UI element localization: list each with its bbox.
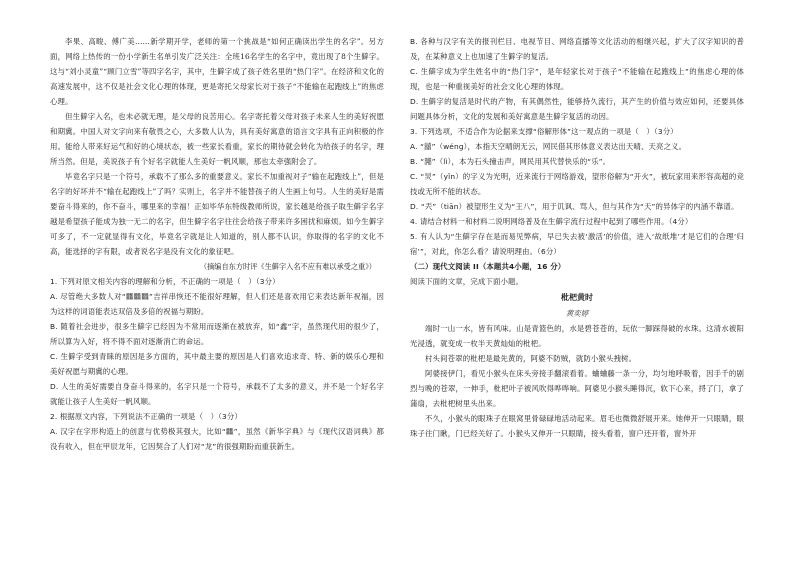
question-2-option-a: A. 汉字在字形构造上的创意与优势极其强大，比如“𪚥”，虽然《新华字典》与《现代汉语词典》都没有收入，但在甲辰龙年，它因契合了人们对“龙”的很强期盼而重获新生。 [50,427,384,451]
story-paragraph-3: 阿婆接伊门，看见小猴头在床头旁接手翻滚看着。蛐蛐藤一条一分，均匀地呼吸着，因手千的剧烈与晚的苍翠，一伸手，枇杷叶子被风吹得哗哗响。阿婆见小猴头睡得沉，软下心来，捋了门，拿了蒲扇，去枇杷树里头出来。 [410,369,744,408]
story-paragraph-1: 端时一山一水，皆有风味。山是青篮色的，水是碧苍苍的，玩依一脚踩得破的水珠。这清水被阳光浸透，就变成一枚半天黄灿灿的枇杷。 [410,324,744,348]
question-4: 4. 请结合材料一和材料二说明网络普及在生僻字流行过程中起到了哪些作用。（4分） [410,217,693,226]
passage-paragraph-1: 李果、高畯、傅广美……新学期开学，老师的第一个挑战是“如何正确读出学生的名字”。另方面，网络上热传的一份小学新生名单引发广泛关注：全班16名学生的名字中，竟出现了8个生僻字。这与“刘小灵童”“顾门立雪”等四字名字，其中，生僻字成了孩子姓名里的“热门字”。在经济和文化的高速发展中，这不仅是社会文化心理的体现，更是寄托父母家长对于孩子“不能输在起跑线上”的焦虑心理。 [50,37,384,106]
question-1-stem: 1. 下列对原文相关内容的理解和分析，不正确的一项是（ ）（3分） [50,277,280,286]
story-title: 枇杷黄时 [561,292,593,302]
story-paragraph-4: 不久，小猴头的眼珠子在眼窝里骨碌碌地活动起来。眉毛也微微舒展开来。她伸开一只眼睛，眼珠子往门瞅，门已经关好了。小猴头又伸开一只眼睛，接头看着，窗户还开着，窗外开 [410,414,744,438]
question-1-option-c: C. 生僻字受到青睐的原因是多方面的，其中最主要的原因是人们喜欢追求奇、特、新的娱乐心理和美好祝愿与期冀的心理。 [50,352,384,376]
question-3-option-a: A. “囍”（wéng），本指天空晴朗无云，网民借其形体意义表达出天晴、天亮之义。 [410,142,687,151]
question-1-option-d: D. 人生的美好需要自身奋斗得来的，名字只是一个符号，承载不了太多的意义，并不是一个好名字就能让孩子人生美好一帆风顺。 [50,382,384,406]
question-3-option-c: C. “炅”（yǐn）的字义为光明，近来流行于网络游戏，望形俗解为“开火”，被玩家用来形容高超的竞技或无所不能的状态。 [410,172,744,196]
right-column [410,34,744,441]
passage-paragraph-3: 毕竟名字只是一个符号，承载不了那么多的重要意义。家长不加重视对子“输在起跑线上”，但是名字的好坏并不“输在起跑线上”了吗？实则上，名字并不能替孩子的人生画上句号。人生的美好是需要奋斗得来的，你不奋斗，哪里来的幸福！正如毕华东特级教师所说，家长越是给孩子取生僻字名字越是希望孩子能成为独一无二的名字，但生僻字名字往往会给孩子带来许多困扰和麻烦。如今生僻字可多了，不一定就显得有文化，毕竟名字就是让人知道的，别人都不认识，你取得的名字的文化不高，能选择的字有限，或者说名字是没有文化的象征吧。 [50,172,384,256]
passage-source: （摘编自东方时评《生僻字入名不应有难以承受之重》） [199,262,376,271]
question-3-option-d: D. “兲”（tiān）被望形生义为“王八”，用于讥讽、骂人，但与其作为“天”的异体字的内涵不靠谱。 [410,202,739,211]
passage-paragraph-2: 但生僻字入名，也未必就无理，是父母的良苦用心。名字寄托着父母对孩子未来人生的美好祝愿和期冀。中国人对文字向来有敬畏之心，大多数人认为，具有美好寓意的语言文字具有正向积极的作用。能给人带来好运气和好的心境状态，被一些家长看重，家长的期待就会转化为给孩子的名字，理所当然。但是，美说孩子有个好名字就能人生美好一帆风顺，那也太牵强附会了。 [50,112,384,166]
question-5: 5. 有人认为“生僻字存在是而易见弊病，早已失去被‘激活’的价值，进入‘故纸堆’才是它们的合理‘归宿’”，对此，你怎么看？请说明理由。（6分） [410,232,744,256]
question-3-option-b: B. “嘂”（lì），本为石头撞击声，网民用其代替快乐的“乐”。 [410,157,611,166]
question-2-stem: 2. 根据原文内容，下列说法不正确的一项是（ ）（3分） [50,412,242,421]
section-instruction: 阅读下面的文章，完成下面小题。 [410,277,524,286]
question-1-option-a: A. 尽管绝大多数人对“𪚥𪚥𪚥”吉祥串恢还不能很好理解，但人们还是喜欢用它来表达新年祝福，因为这样的词语能表达双倍及多倍的祝福与期盼。 [50,292,384,316]
question-2-option-b: B. 各种与汉字有关的报刊栏目、电视节目、网络直播等文化活动的相继兴起，扩大了汉字知识的普及，在某种意义上也加速了生僻字的复活。 [410,37,744,61]
question-3-stem: 3. 下列选项，不适合作为论据来支撑“俗解形体”这一观点的一项是（ ）（3分） [410,127,678,136]
question-1-option-b: B. 随着社会进步，很多生僻字已经因为不常用而逐渐在被放弃，如“鑫”字，虽然现代用的很少了，所以算为入好，将不得不面对逐渐消亡的命运。 [50,322,384,346]
story-author: 黄奕婷 [565,309,589,318]
question-2-option-d: D. 生僻字的复活是时代的产物，有其偶然性，能够持久流行，其产生的价值与效应如何，还要具体问题具体分析，文化的发展和美好寓意是生僻字复活的动因。 [410,97,744,121]
question-2-option-c: C. 生僻字成为学生姓名中的“热门字”，是年轻家长对于孩子“不能输在起跑线上”的焦虑心理的体现，也是一种重视美好的社会文化心理的体现。 [410,67,744,91]
story-paragraph-2: 村头间苍翠的枇杷是最先黄的，阿婆不防贼，就防小猴头拽树。 [425,354,637,363]
left-column [50,34,384,454]
section-heading: （二）现代文阅读 II（本题共4小题，16 分） [410,262,566,271]
